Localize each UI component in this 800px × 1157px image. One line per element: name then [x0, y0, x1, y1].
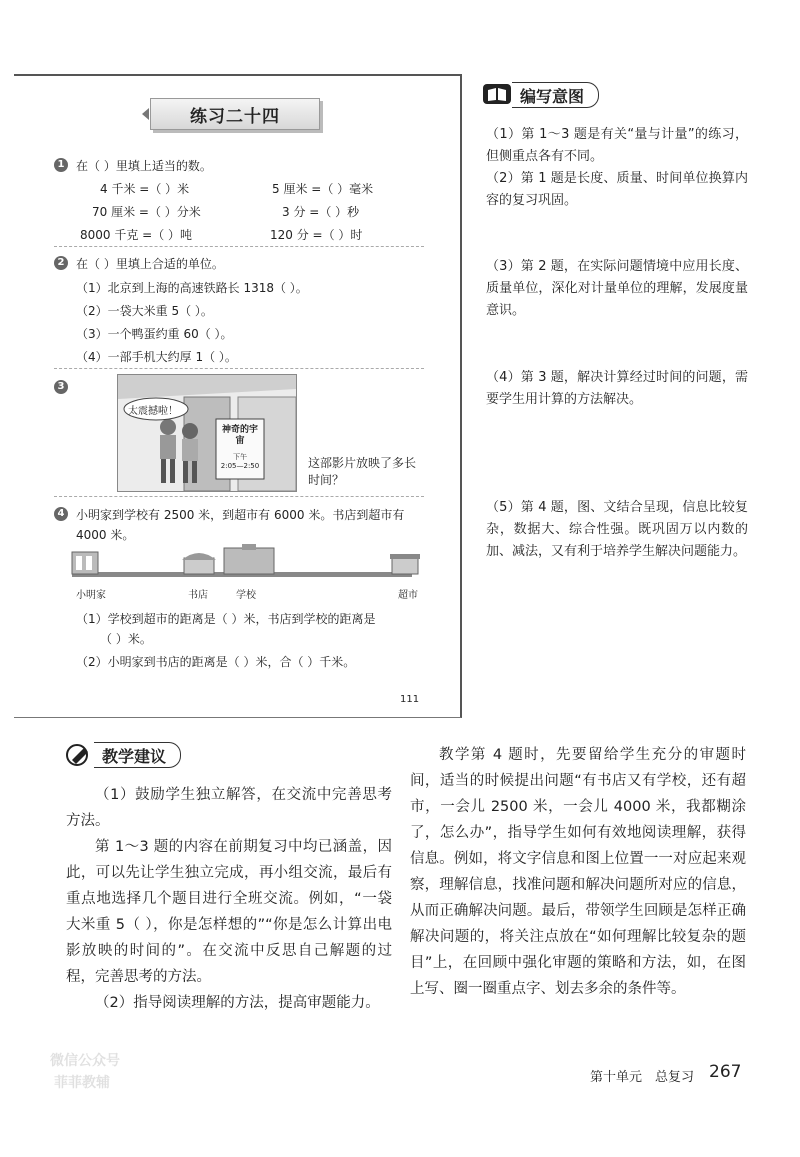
q2-item: （2）一袋大米重 5（ ）。 [76, 304, 213, 318]
design-para-3: （3）第 2 题，在实际问题情境中应用长度、质量单位，深化对计量单位的理解，发展度量意识。 [486, 259, 748, 318]
design-para-1: （1）第 1～3 题是有关“量与计量”的练习，但侧重点各有不同。 [486, 127, 748, 164]
divider [54, 246, 424, 247]
watermark-line-2: 菲菲教辅 [54, 1075, 110, 1091]
q2-item: （3）一个鸭蛋约重 60（ ）。 [76, 327, 233, 341]
q1-item: 4 千米 =（ ）米 [100, 182, 190, 196]
q1-item: 70 厘米 =（ ）分米 [92, 205, 201, 219]
q2-item: （1）北京到上海的高速铁路长 1318（ ）。 [76, 281, 308, 295]
watermark-line-1: 微信公众号 [50, 1053, 120, 1069]
map-label-home: 小明家 [76, 590, 106, 601]
q1-item: 3 分 =（ ）秒 [282, 205, 360, 219]
speech-bubble-text: 太震撼啦！ [128, 406, 178, 417]
q3-question-cont: 时间？ [308, 473, 345, 487]
design-para-2: （2）第 1 题是长度、质量、时间单位换算内容的复习巩固。 [486, 171, 748, 208]
book-icon [482, 82, 512, 106]
question-number-1: 1 [54, 158, 68, 172]
q1-prompt: 在（ ）里填上适当的数。 [76, 159, 212, 173]
q4-sub1: （1）学校到超市的距离是（ ）米，书店到学校的距离是 [76, 612, 376, 626]
map-label-bookstore: 书店 [188, 590, 208, 601]
question-number-2: 2 [54, 256, 68, 270]
teaching-advice-heading: 教学建议 [102, 747, 167, 766]
q3-question: 这部影片放映了多长 [308, 456, 417, 470]
question-number-4: 4 [54, 507, 68, 521]
q4-sub1-cont: （ ）米。 [100, 632, 152, 646]
q4-text: 小明家到学校有 2500 米，到超市有 6000 米。书店到超市有 [76, 508, 405, 522]
title-arrow-icon [142, 108, 149, 120]
watermark [20, 1030, 130, 1110]
q4-sub2: （2）小明家到书店的距离是（ ）米，合（ ）千米。 [76, 655, 356, 669]
route-map-icon [66, 544, 426, 592]
cinema-illustration [117, 374, 297, 492]
design-para-4: （4）第 3 题，解决计算经过时间的问题，需要学生用计算的方法解决。 [486, 370, 748, 407]
cinema-scene-icon [118, 375, 296, 491]
q1-item: 120 分 =（ ）时 [270, 228, 363, 242]
q1-item: 5 厘米 =（ ）毫米 [272, 182, 374, 196]
advice-para-1: （1）鼓励学生独立解答，在交流中完善思考方法。 [66, 787, 392, 829]
divider [54, 496, 424, 497]
question-number-3: 3 [54, 380, 68, 394]
design-intent-heading: 编写意图 [520, 87, 585, 106]
advice-para-right: 教学第 4 题时，先要留给学生充分的审题时间，适当的时候提出问题“有书店又有学校，还有超市，一会儿 2500 米，一会儿 4000 米，我都糊涂了，怎么办”，指导学生如何有效地阅读理解，获得信息。例如，将文字信息和图上位置一一对应起来观察，理解信息，找准问题和解决问题所对应的信息，从而正确解决问题。最后，带领学生回顾是怎样正确解决问题的，将关注点放在“如何理解比较复杂的题目”上，在回顾中强化审题的策略和方法，如，在图上写、圈一圈重点字、划去多余的条件等。 [410, 747, 746, 997]
textbook-page-number: 111 [400, 694, 420, 705]
poster-subtitle: 下午 [233, 453, 247, 461]
advice-icon [64, 742, 94, 766]
q2-item: （4）一部手机大约厚 1（ ）。 [76, 350, 237, 364]
design-para-5: （5）第 4 题，图、文结合呈现，信息比较复杂，数据大、综合性强。既巩固万以内数的加、减法，又有利于培养学生解决问题能力。 [486, 500, 748, 559]
lesson-title: 练习二十四 [150, 98, 320, 130]
q4-text-cont: 4000 米。 [76, 528, 135, 542]
map-label-school: 学校 [236, 590, 256, 601]
footer-page-number: 267 [709, 1062, 742, 1082]
poster-title: 神奇的宇宙 [221, 425, 258, 446]
advice-para-2: 第 1～3 题的内容在前期复习中均已涵盖，因此，可以先让学生独立完成，再小组交流，最后有重点地选择几个题目进行全班交流。例如，“一袋大米重 5（ ），你是怎样想的”“你是怎么计算出电影放映的时间的”。在交流中反思自己解题的过程，完善思考的方法。 [66, 839, 392, 985]
poster-time: 2:05—2:50 [220, 462, 260, 470]
map-label-supermarket: 超市 [398, 590, 418, 601]
q1-item: 8000 千克 =（ ）吨 [80, 228, 193, 242]
divider [54, 368, 424, 369]
advice-para-3: （2）指导阅读理解的方法，提高审题能力。 [95, 995, 380, 1011]
q2-prompt: 在（ ）里填上合适的单位。 [76, 257, 224, 271]
footer-unit: 第十单元 总复习 [590, 1070, 695, 1085]
